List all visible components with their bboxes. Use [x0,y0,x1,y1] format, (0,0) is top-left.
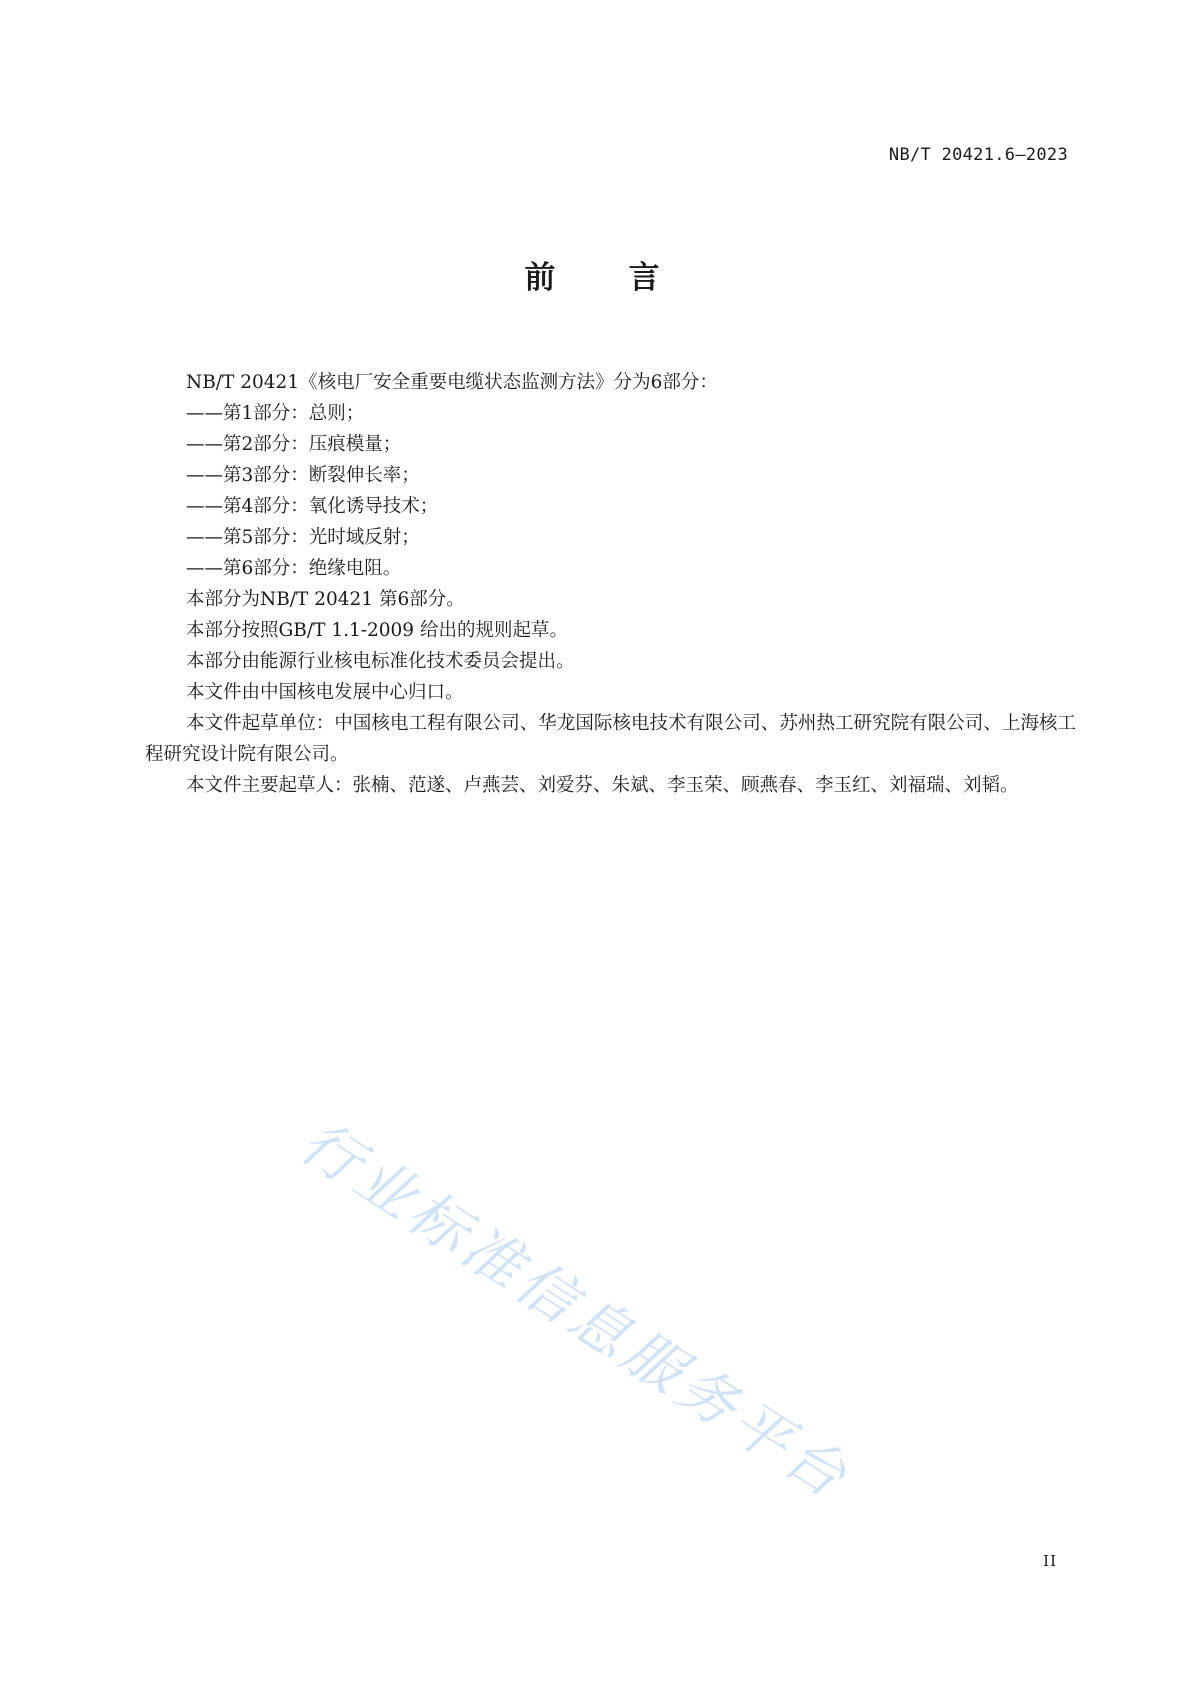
list-item-part-4: ——第4部分：氧化诱导技术； [186,496,439,517]
list-item-part-3: ——第3部分：断裂伸长率； [186,465,420,486]
drafters-statement: 本文件主要起草人：张楠、范遂、卢燕芸、刘爱芬、朱斌、李玉荣、顾燕春、李玉红、刘福瑞、刘韬。 [186,775,1019,796]
drafting-rules-statement: 本部分按照GB/T 1.1-2009 给出的规则起草。 [186,620,568,641]
proposer-statement: 本部分由能源行业核电标准化技术委员会提出。 [186,651,575,672]
document-code: NB/T 20421.6—2023 [888,145,1068,165]
drafting-units-statement: 本文件起草单位：中国核电工程有限公司、华龙国际核电技术有限公司、苏州热工研究院有限公司、上海核工程研究设计院有限公司。 [145,713,1076,765]
page-title: 前 言 [524,260,666,296]
page-number: II [1043,1552,1057,1570]
watermark: 行业标准信息服务平台 [288,1107,863,1514]
intro-paragraph: NB/T 20421《核电厂安全重要电缆状态监测方法》分为6部分： [186,372,718,393]
list-item-part-2: ——第2部分：压痕模量； [186,434,402,455]
foreword-body [145,367,1076,801]
administration-statement: 本文件由中国核电发展中心归口。 [186,682,464,703]
part-statement: 本部分为NB/T 20421 第6部分。 [186,589,465,610]
list-item-part-5: ——第5部分：光时域反射； [186,527,420,548]
list-item-part-1: ——第1部分：总则； [186,403,365,424]
list-item-part-6: ——第6部分：绝缘电阻。 [186,558,402,579]
